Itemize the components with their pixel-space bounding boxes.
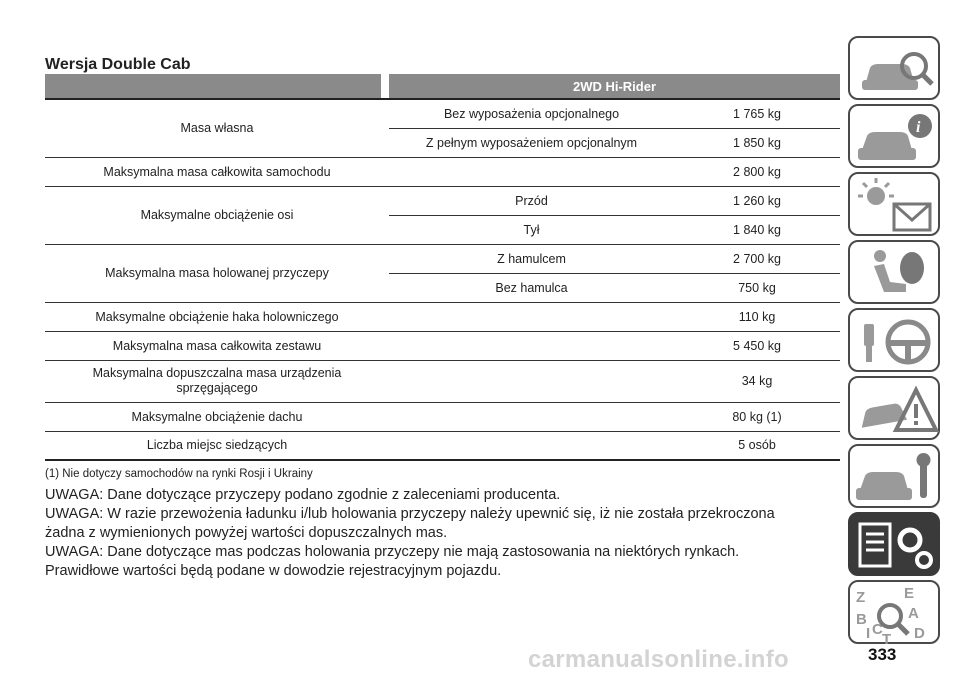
tab-technical-data[interactable] [848,512,940,576]
table-row [45,99,840,128]
row-label: Masa własna [45,99,389,157]
header-blank-cell [45,74,381,99]
tab-car-info[interactable] [848,104,940,168]
row-value: 2 700 kg [674,244,840,273]
tab-key-steering[interactable] [848,308,940,372]
note-paragraph: UWAGA: Dane dotyczące przyczepy podano zgodnie z zaleceniami producenta. [45,487,561,503]
row-value: 80 kg (1) [674,402,840,431]
car-warning-triangle-icon [850,378,942,442]
row-sub-label: Tył [389,215,674,244]
table-header-row [45,74,840,99]
table-row [45,157,840,186]
car-search-icon [850,38,942,102]
car-wrench-icon [850,446,942,510]
notes-block [45,486,815,581]
tab-car-search[interactable] [848,36,940,100]
index-letter: A [908,605,919,622]
index-letter: D [914,625,925,642]
index-letter: C [872,621,883,638]
row-sub-label [389,431,674,460]
row-label: Maksymalne obciążenie dachu [45,402,389,431]
row-sub-label: Bez wyposażenia opcjonalnego [389,99,674,128]
row-value: 1 840 kg [674,215,840,244]
document-gears-icon [850,514,942,578]
row-sub-label: Bez hamulca [389,273,674,302]
row-label: Maksymalna masa całkowita zestawu [45,331,389,360]
tab-seat-airbag[interactable] [848,240,940,304]
row-value: 1 850 kg [674,128,840,157]
tab-index[interactable] [848,580,940,644]
row-sub-label [389,360,674,402]
table-row [45,302,840,331]
row-sub-label: Przód [389,186,674,215]
car-info-icon [850,106,942,170]
tab-car-service[interactable] [848,444,940,508]
row-value: 110 kg [674,302,840,331]
alphabet-search-icon [850,582,942,646]
table-row [45,331,840,360]
row-value: 750 kg [674,273,840,302]
index-letter: E [904,585,915,602]
row-label: Maksymalna masa całkowita samochodu [45,157,389,186]
row-value: 2 800 kg [674,157,840,186]
row-sub-label: Z hamulcem [389,244,674,273]
row-label: Liczba miejsc siedzących [45,431,389,460]
table-row [45,431,840,460]
row-value: 1 260 kg [674,186,840,215]
row-sub-label: Z pełnym wyposażeniem opcjonalnym [389,128,674,157]
svg-text:i: i [916,119,921,136]
note-paragraph: UWAGA: Dane dotyczące mas podczas holowania przyczepy nie mają zastosowania na niektórych rynkach. Prawidłowe wartości będą podane w dowodzie rejestracyjnym pojazdu. [45,544,740,579]
tab-warning-lights[interactable] [848,172,940,236]
specifications-table [45,74,840,461]
row-sub-label [389,402,674,431]
index-letter: B [856,611,867,628]
row-value: 1 765 kg [674,99,840,128]
seat-airbag-icon [850,242,942,306]
watermark: carmanualsonline.info [528,646,790,673]
row-label: Maksymalne obciążenie haka holowniczego [45,302,389,331]
table-row [45,360,840,402]
row-label-line-2: sprzęgającego [176,381,258,395]
warning-lights-mail-icon [850,174,942,238]
note-paragraph: UWAGA: W razie przewożenia ładunku i/lub holowania przyczepy należy upewnić się, iż nie została przekroczona żadna z wymienionych powyżej wartości dopuszczalnych mas. [45,506,775,541]
index-letter: I [866,625,871,642]
row-label: Maksymalne obciążenie osi [45,186,389,244]
row-sub-label [389,302,674,331]
key-steering-wheel-icon [850,310,942,374]
header-gap [381,74,389,99]
row-sub-label [389,331,674,360]
table-row [45,244,840,273]
row-sub-label [389,157,674,186]
row-label [45,360,389,402]
row-label-line-1: Maksymalna dopuszczalna masa urządzenia [92,366,342,380]
row-value: 5 450 kg [674,331,840,360]
index-letter: T [882,631,892,646]
tab-car-warning[interactable] [848,376,940,440]
row-label: Maksymalna masa holowanej przyczepy [45,244,389,302]
section-title: Wersja Double Cab [45,56,191,73]
table-header-version: 2WD Hi-Rider [389,74,840,99]
table-row [45,402,840,431]
footnote: (1) Nie dotyczy samochodów na rynki Rosji i Ukrainy [45,468,313,480]
table-row [45,186,840,215]
row-value: 34 kg [674,360,840,402]
page-number: 333 [868,645,897,664]
row-value: 5 osób [674,431,840,460]
index-letter: Z [856,589,866,606]
